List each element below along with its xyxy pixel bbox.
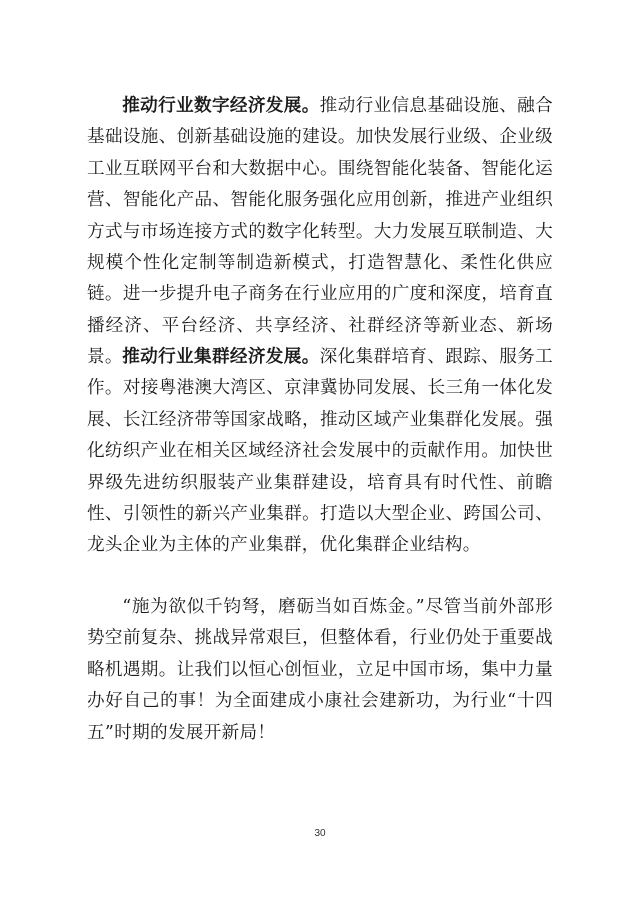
page-number: 30 — [314, 828, 326, 839]
paragraph-body: “施为欲似千钧弩，磨砺当如百炼金。”尽管当前外部形势空前复杂、挑战异常艰巨，但整体看，行业仍处于重要战略机遇期。让我们以恒心创恒业，立足中国市场，集中力量办好自己的事！为全面建成小康社会建新功，为行业“十四五”时期的发展开新局！ — [87, 597, 553, 743]
paragraph-conclusion — [87, 592, 553, 749]
paragraph-cluster-economy — [87, 341, 553, 562]
paragraph-heading: 推动行业数字经济发展。 — [122, 95, 320, 116]
paragraph-body: 深化集群培育、跟踪、服务工作。对接粤港澳大湾区、京津冀协同发展、长三角一体化发展、长江经济带等国家战略，推动区域产业集群化发展。强化纺织产业在相关区域经济社会发展中的贡献作用。加快世界级先进纺织服装产业集群建设，培育具有时代性、前瞻性、引领性的新兴产业集群。打造以大型企业、跨国公司、龙头企业为主体的产业集群，优化集群企业结构。 — [87, 347, 553, 556]
paragraph-body: 推动行业信息基础设施、融合基础设施、创新基础设施的建设。加快发展行业级、企业级工业互联网平台和大数据中心。围绕智能化装备、智能化运营、智能化产品、智能化服务强化应用创新，推进产业组织方式与市场连接方式的数字化转型。大力发展互联制造、大规模个性化定制等制造新模式，打造智慧化、柔性化供应链。进一步提升电子商务在行业应用的广度和深度，培育直播经济、平台经济、共享经济、社群经济等新业态、新场景。 — [87, 96, 553, 368]
paragraph-heading: 推动行业集群经济发展。 — [122, 346, 320, 367]
paragraph-digital-economy — [87, 90, 553, 374]
